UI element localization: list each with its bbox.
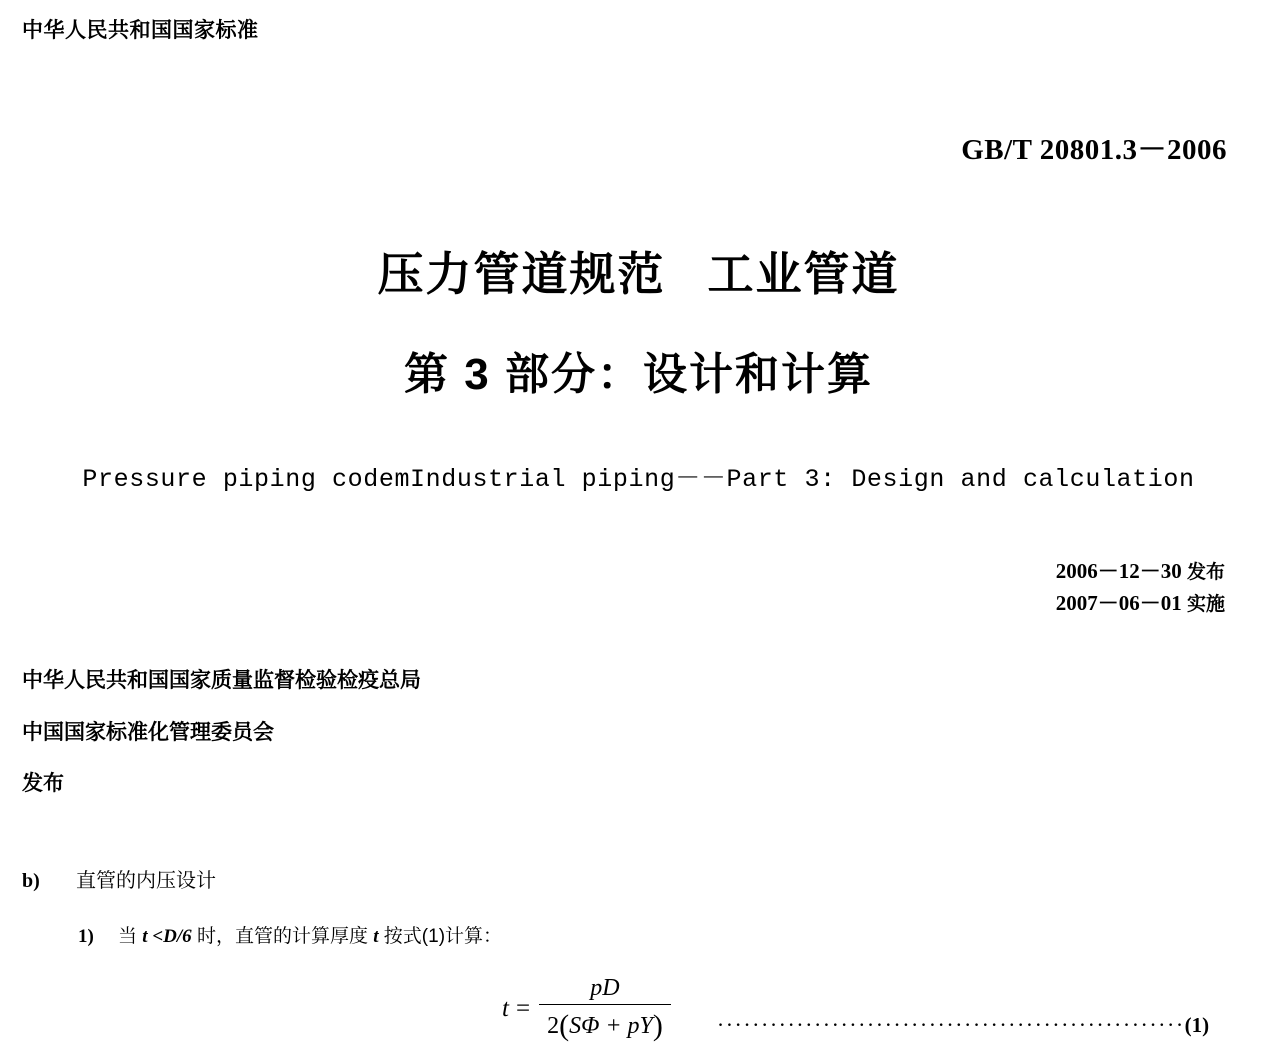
formula-paren-open: (	[559, 1009, 570, 1043]
effective-date-label: 实施	[1186, 593, 1225, 615]
effective-date: 2007－06－01	[1055, 590, 1182, 615]
clause-b-1-text-3: 按式(1)计算：	[383, 925, 503, 947]
clause-b-1-condition: t <D/6	[142, 925, 192, 947]
formula-1	[502, 974, 671, 1044]
formula-fraction	[539, 974, 671, 1044]
clause-b	[22, 864, 1255, 893]
national-standard-header: 中华人民共和国国家标准	[22, 19, 259, 42]
publication-dates	[22, 556, 1255, 619]
issuer-line-3: 发布	[22, 772, 64, 796]
issue-date-row	[22, 556, 1225, 588]
issue-date: 2006－12－30	[1055, 559, 1182, 584]
formula-number: (1)	[1184, 1012, 1210, 1037]
formula-1-row	[22, 974, 1255, 1044]
clause-b-1	[22, 921, 1255, 948]
document-title-main	[22, 238, 1255, 304]
formula-denominator-coefficient: 2	[547, 1013, 560, 1040]
formula-equals: =	[515, 994, 531, 1022]
formula-numerator: pD	[590, 974, 620, 1001]
clause-b-1-marker: 1)	[78, 925, 94, 947]
issuer-line-2: 中国国家标准化管理委员会	[22, 720, 274, 744]
formula-denominator	[539, 1005, 671, 1043]
title-main-part2: 工业管道	[707, 248, 900, 301]
issue-date-label: 发布	[1186, 562, 1225, 584]
formula-paren-close: )	[652, 1009, 663, 1043]
title-main-part1: 压力管道规范	[377, 248, 666, 301]
leader-dots-text: ·····················································	[716, 1011, 1185, 1037]
clause-b-1-variable: t	[373, 925, 379, 947]
document-title-sub: 第 3 部分：设计和计算	[404, 350, 873, 400]
issuing-authorities	[22, 655, 1255, 809]
standard-number: GB/T 20801.3－2006	[961, 134, 1227, 167]
effective-date-row	[22, 588, 1225, 620]
clause-b-marker: b)	[22, 869, 40, 892]
clause-b-1-text-2: 时，直管的计算厚度	[196, 925, 368, 947]
document-title-english: Pressure piping codemIndustrial piping－－Part 3: Design and calculation	[82, 465, 1195, 495]
formula-denominator-body: SΦ + pY	[569, 1013, 653, 1040]
clause-b-1-text-1: 当	[118, 925, 138, 947]
issuer-line-1: 中华人民共和国国家质量监督检验检疫总局	[22, 669, 421, 693]
formula-lhs: t	[502, 994, 509, 1022]
clause-b-text: 直管的内压设计	[76, 869, 216, 892]
formula-leader-dots	[717, 1012, 1209, 1044]
